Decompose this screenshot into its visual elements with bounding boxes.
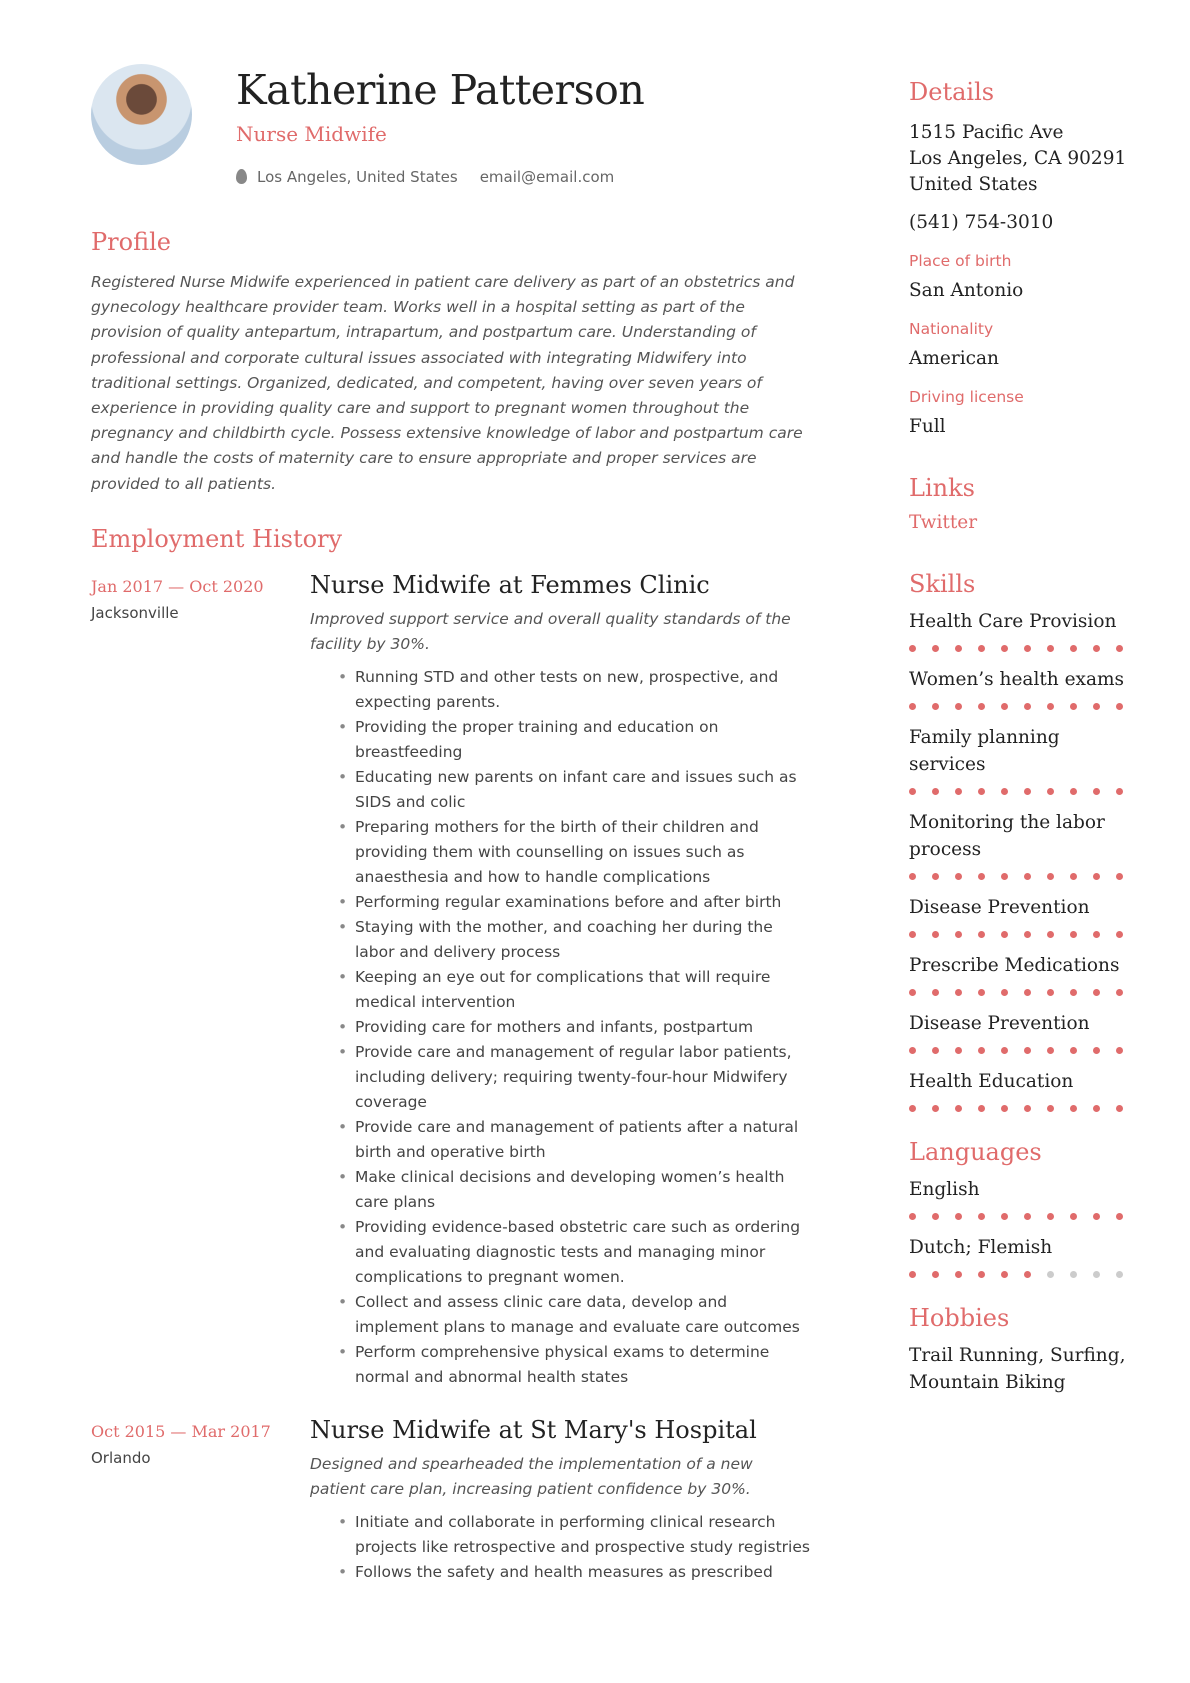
- level-dot: [932, 1105, 939, 1112]
- nationality: American: [909, 348, 999, 369]
- job-bullet: • Follows the safety and health measures as prescribed: [338, 1560, 811, 1585]
- level-dot: [1093, 703, 1100, 710]
- level-dot: [1070, 788, 1077, 795]
- candidate-name: Katherine Patterson: [236, 66, 645, 114]
- job-meta: [91, 1422, 310, 1585]
- level-dot: [1024, 703, 1031, 710]
- job-dates: Jan 2017 — Oct 2020: [91, 576, 264, 596]
- level-dot: [1093, 645, 1100, 652]
- level-dot: [1047, 1047, 1054, 1054]
- job-bullet: • Initiate and collaborate in performing clinical research projects like retrospective and prospective study registries: [338, 1510, 811, 1560]
- job-bullet: • Provide care and management of patients after a natural birth and operative birth: [338, 1115, 811, 1165]
- level-dot: [932, 788, 939, 795]
- job-list: [91, 570, 811, 1585]
- level-dot: [955, 788, 962, 795]
- job-bullet: • Running STD and other tests on new, prospective, and expecting parents.: [338, 665, 811, 715]
- job-bullet: • Collect and assess clinic care data, develop and implement plans to manage and evaluate care outcomes: [338, 1290, 811, 1340]
- skill-item: [909, 952, 1139, 996]
- level-dot: [1070, 1105, 1077, 1112]
- level-dot: [978, 645, 985, 652]
- level-dot: [1001, 1105, 1008, 1112]
- level-dot: [1116, 989, 1123, 996]
- level-dot: [1047, 1105, 1054, 1112]
- level-dot: [1116, 1047, 1123, 1054]
- hobbies-text: Trail Running, Surfing, Mountain Biking: [909, 1345, 1126, 1393]
- level-dot: [1024, 788, 1031, 795]
- level-dot: [978, 989, 985, 996]
- job-city: Jacksonville: [91, 603, 179, 622]
- level-dot: [1116, 873, 1123, 880]
- job-bullet: • Providing the proper training and education on breastfeeding: [338, 715, 811, 765]
- level-dot: [909, 989, 916, 996]
- level-dot: [978, 1047, 985, 1054]
- profile-text: Registered Nurse Midwife experienced in patient care delivery as part of an obstetrics and gynecology healthcare provider team. Works well in a hospital setting as part of the provision of quality antepartum, intrapartum, and postpartum care. Understanding of professional and corporate cultural issues associated with integrating Midwifery into traditional settings. Organized, dedicated, and competent, having over seven years of experience in providing quality care and support to pregnant women throughout the pregnancy and childbirth cycle. Possess extensive knowledge of labor and postpartum care and handle the costs of maternity care to ensure appropriate and proper services are provided to all patients.: [91, 273, 803, 493]
- level-dot: [1070, 931, 1077, 938]
- level-dot: [1001, 873, 1008, 880]
- level-dot: [1093, 1105, 1100, 1112]
- level-dot: [1093, 1271, 1100, 1278]
- profile-heading: Profile: [91, 228, 171, 256]
- nationality-label: Nationality: [909, 320, 994, 338]
- email[interactable]: email@email.com: [479, 168, 615, 186]
- sidebar: [909, 78, 1139, 1396]
- job-bullet: • Performing regular examinations before and after birth: [338, 890, 811, 915]
- skill-name: Health Education: [909, 1071, 1074, 1092]
- level-dot: [955, 989, 962, 996]
- level-dot: [1001, 1047, 1008, 1054]
- job-bullet: • Providing evidence-based obstetric care such as ordering and evaluating diagnostic tests and managing minor complications to pregnant women.: [338, 1215, 811, 1290]
- level-dot: [1024, 931, 1031, 938]
- skill-item: [909, 724, 1139, 795]
- level-dot: [955, 1105, 962, 1112]
- level-dot: [1001, 788, 1008, 795]
- skill-item: [909, 1176, 1139, 1220]
- level-dot: [1116, 1213, 1123, 1220]
- skill-item: [909, 809, 1139, 880]
- level-dot: [1116, 645, 1123, 652]
- level-dot: [955, 1271, 962, 1278]
- job-bullet: • Provide care and management of regular labor patients, including delivery; requiring twenty-four-hour Midwifery coverage: [338, 1040, 811, 1115]
- skill-name: Health Care Provision: [909, 611, 1117, 632]
- level-dot: [1093, 989, 1100, 996]
- place-of-birth-label: Place of birth: [909, 252, 1012, 270]
- skill-level: [909, 1271, 1123, 1278]
- details-heading: Details: [909, 78, 995, 106]
- level-dot: [978, 931, 985, 938]
- level-dot: [1001, 931, 1008, 938]
- level-dot: [955, 645, 962, 652]
- job-bullet: • Preparing mothers for the birth of their children and providing them with counselling on issues such as anaesthesia and how to handle complications: [338, 815, 811, 890]
- skill-item: [909, 1010, 1139, 1054]
- level-dot: [1093, 931, 1100, 938]
- level-dot: [909, 1271, 916, 1278]
- address-line: Los Angeles, CA 90291: [909, 148, 1127, 169]
- skill-level: [909, 645, 1123, 652]
- level-dot: [955, 1213, 962, 1220]
- level-dot: [978, 1105, 985, 1112]
- level-dot: [932, 1271, 939, 1278]
- skill-item: [909, 894, 1139, 938]
- level-dot: [909, 703, 916, 710]
- job-bullet: • Providing care for mothers and infants, postpartum: [338, 1015, 811, 1040]
- level-dot: [909, 931, 916, 938]
- links-heading: Links: [909, 474, 975, 502]
- skill-level: [909, 931, 1123, 938]
- address-line: United States: [909, 174, 1038, 195]
- level-dot: [932, 1213, 939, 1220]
- skill-name: Monitoring the labor process: [909, 812, 1105, 860]
- skill-item: [909, 608, 1139, 652]
- level-dot: [1116, 788, 1123, 795]
- level-dot: [932, 989, 939, 996]
- skills-list: [909, 608, 1139, 1112]
- level-dot: [1093, 1213, 1100, 1220]
- level-dot: [978, 873, 985, 880]
- skill-name: Dutch; Flemish: [909, 1237, 1053, 1258]
- skill-item: [909, 1068, 1139, 1112]
- level-dot: [932, 931, 939, 938]
- level-dot: [1047, 1271, 1054, 1278]
- level-dot: [1001, 703, 1008, 710]
- job-bullets: [310, 1510, 811, 1585]
- level-dot: [909, 645, 916, 652]
- job-bullet: • Staying with the mother, and coaching her during the labor and delivery process: [338, 915, 811, 965]
- level-dot: [955, 703, 962, 710]
- skill-level: [909, 1213, 1123, 1220]
- level-dot: [1070, 1271, 1077, 1278]
- level-dot: [1047, 703, 1054, 710]
- level-dot: [1093, 788, 1100, 795]
- driving-license: Full: [909, 416, 946, 437]
- job-bullets: [310, 665, 811, 1390]
- job-summary: Designed and spearheaded the implementation of a new patient care plan, increasing patient confidence by 30%.: [310, 1454, 753, 1498]
- skill-name: Family planning services: [909, 727, 1060, 775]
- level-dot: [1024, 1271, 1031, 1278]
- skill-level: [909, 788, 1123, 795]
- address-line: 1515 Pacific Ave: [909, 122, 1064, 143]
- skill-level: [909, 873, 1123, 880]
- level-dot: [1024, 1047, 1031, 1054]
- level-dot: [1070, 989, 1077, 996]
- skill-name: Women’s health exams: [909, 669, 1125, 690]
- level-dot: [955, 931, 962, 938]
- level-dot: [932, 1047, 939, 1054]
- level-dot: [1024, 1105, 1031, 1112]
- job-body: [310, 570, 811, 1390]
- level-dot: [909, 1105, 916, 1112]
- skills-heading: Skills: [909, 570, 976, 598]
- level-dot: [1116, 703, 1123, 710]
- employment-heading: Employment History: [91, 524, 343, 553]
- level-dot: [1001, 645, 1008, 652]
- level-dot: [1047, 645, 1054, 652]
- skill-name: Disease Prevention: [909, 897, 1090, 918]
- job-bullet: • Make clinical decisions and developing women’s health care plans: [338, 1165, 811, 1215]
- level-dot: [978, 1271, 985, 1278]
- level-dot: [1070, 1047, 1077, 1054]
- level-dot: [909, 873, 916, 880]
- address: [909, 120, 1139, 198]
- level-dot: [909, 1047, 916, 1054]
- level-dot: [1116, 1271, 1123, 1278]
- job-bullet: • Educating new parents on infant care and issues such as SIDS and colic: [338, 765, 811, 815]
- level-dot: [978, 788, 985, 795]
- contact-line: [236, 168, 614, 186]
- link-twitter[interactable]: Twitter: [909, 512, 978, 533]
- level-dot: [1024, 989, 1031, 996]
- level-dot: [1024, 873, 1031, 880]
- job-title: Nurse Midwife at Femmes Clinic: [310, 570, 710, 599]
- skill-level: [909, 1105, 1123, 1112]
- level-dot: [1047, 873, 1054, 880]
- job-meta: [91, 577, 310, 1390]
- job-title: Nurse Midwife: [236, 122, 387, 146]
- avatar: [91, 64, 192, 165]
- skill-name: English: [909, 1179, 980, 1200]
- level-dot: [1093, 873, 1100, 880]
- level-dot: [1047, 931, 1054, 938]
- job-entry: [91, 570, 811, 1390]
- skill-level: [909, 1047, 1123, 1054]
- level-dot: [1024, 1213, 1031, 1220]
- level-dot: [955, 1047, 962, 1054]
- skill-level: [909, 703, 1123, 710]
- job-dates: Oct 2015 — Mar 2017: [91, 1421, 271, 1441]
- level-dot: [1070, 703, 1077, 710]
- level-dot: [1093, 1047, 1100, 1054]
- location: [236, 168, 458, 186]
- level-dot: [978, 1213, 985, 1220]
- job-bullet: • Keeping an eye out for complications that will require medical intervention: [338, 965, 811, 1015]
- languages-heading: Languages: [909, 1138, 1042, 1166]
- job-title: Nurse Midwife at St Mary's Hospital: [310, 1415, 757, 1444]
- level-dot: [1001, 1271, 1008, 1278]
- skill-item: [909, 1234, 1139, 1278]
- job-entry: [91, 1415, 811, 1585]
- map-pin-icon: [236, 169, 247, 184]
- level-dot: [1047, 1213, 1054, 1220]
- skill-name: Prescribe Medications: [909, 955, 1120, 976]
- level-dot: [932, 873, 939, 880]
- phone: (541) 754-3010: [909, 212, 1054, 233]
- location-text: Los Angeles, United States: [257, 168, 458, 186]
- level-dot: [1001, 1213, 1008, 1220]
- level-dot: [909, 1213, 916, 1220]
- driving-license-label: Driving license: [909, 388, 1024, 406]
- level-dot: [932, 703, 939, 710]
- level-dot: [909, 788, 916, 795]
- level-dot: [1070, 1213, 1077, 1220]
- level-dot: [978, 703, 985, 710]
- level-dot: [1001, 989, 1008, 996]
- skill-name: Disease Prevention: [909, 1013, 1090, 1034]
- skill-item: [909, 666, 1139, 710]
- level-dot: [1024, 645, 1031, 652]
- level-dot: [1070, 873, 1077, 880]
- level-dot: [932, 645, 939, 652]
- level-dot: [1047, 989, 1054, 996]
- job-summary: Improved support service and overall quality standards of the facility by 30%.: [310, 609, 791, 653]
- level-dot: [1116, 931, 1123, 938]
- main-column: [91, 228, 811, 1585]
- level-dot: [955, 873, 962, 880]
- job-bullet: • Perform comprehensive physical exams to determine normal and abnormal health states: [338, 1340, 811, 1390]
- level-dot: [1116, 1105, 1123, 1112]
- place-of-birth: San Antonio: [909, 280, 1024, 301]
- level-dot: [1070, 645, 1077, 652]
- job-body: [310, 1415, 811, 1585]
- level-dot: [1047, 788, 1054, 795]
- languages-list: [909, 1176, 1139, 1278]
- skill-level: [909, 989, 1123, 996]
- job-city: Orlando: [91, 1448, 151, 1467]
- hobbies-heading: Hobbies: [909, 1304, 1010, 1332]
